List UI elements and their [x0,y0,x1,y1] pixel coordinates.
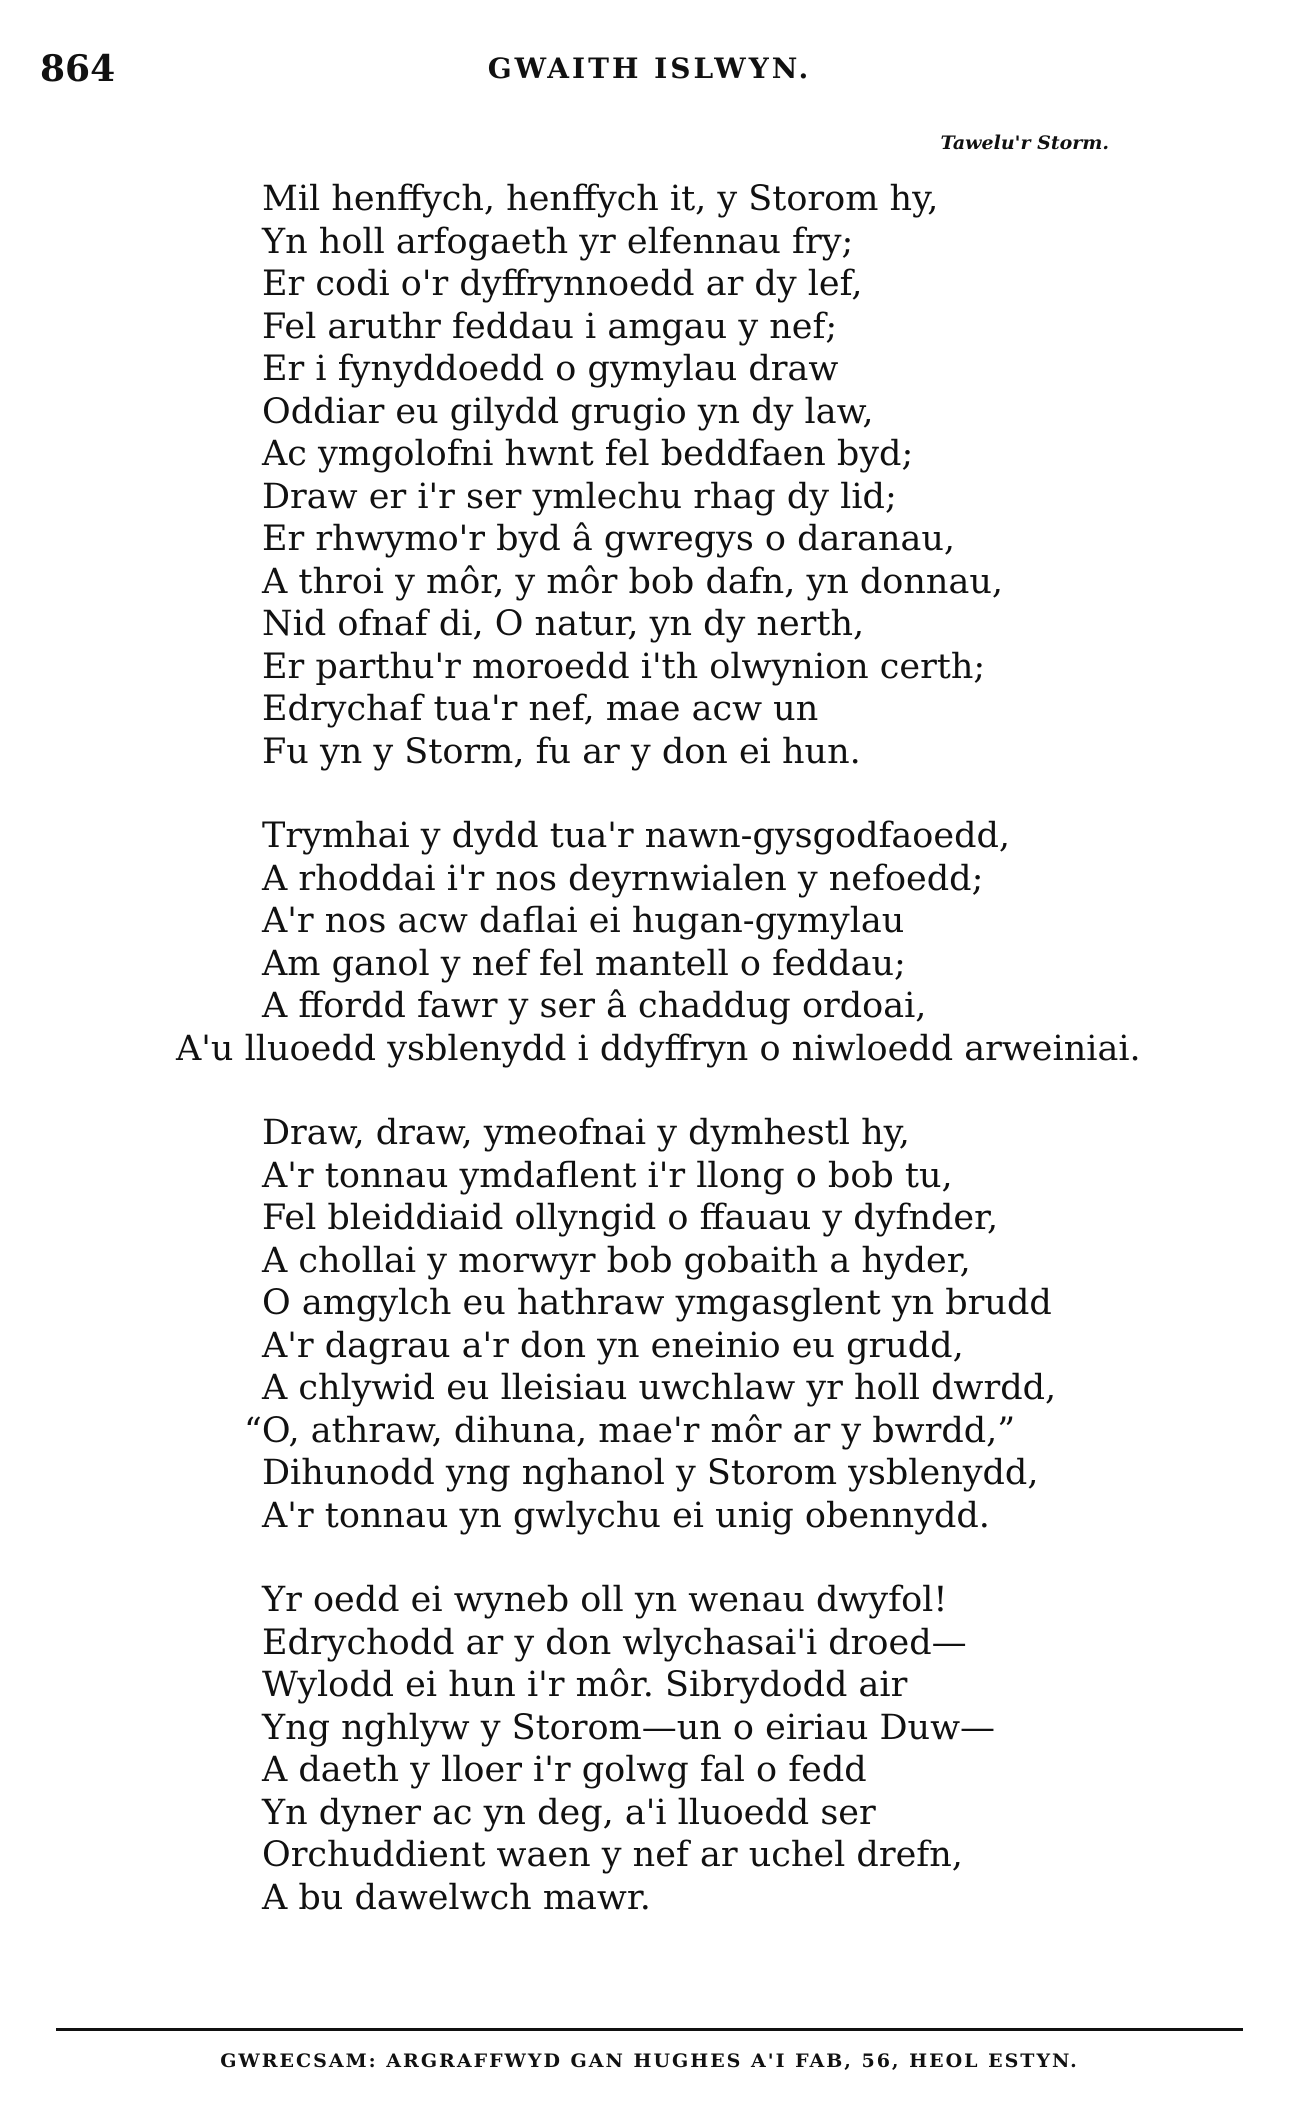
poem-line: Yn dyner ac yn deg, a'i lluoedd ser [262,1792,876,1833]
stanza-4 [0,1579,1299,1919]
footer-rule [56,2028,1243,2031]
poem-line: Orchuddient waen y nef ar uchel drefn, [262,1835,963,1875]
poem-line: A chlywid eu lleisiau uwchlaw yr holl dwrdd, [262,1368,1057,1408]
poem-line: Er rhwymo'r byd â gwregys o daranau, [262,519,956,559]
poem-line: Trymhai y dydd tua'r nawn-gysgodfaoedd, [262,816,1011,856]
page-number: 864 [40,48,116,90]
poem-line: Nid ofnaf di, O natur, yn dy nerth, [262,604,865,644]
poem-line: A'r dagrau a'r don yn eneinio eu grudd, [262,1325,964,1366]
poem-line: Yng nghlyw y Storom—un o eiriau Duw— [262,1707,996,1748]
stanza-3 [0,1112,1299,1537]
poem-line: Draw, draw, ymeofnai y dymhestl hy, [262,1113,910,1153]
poem-line: A bu dawelwch mawr. [262,1877,651,1918]
poem-line: A ffordd fawr y ser â chaddug ordoai, [262,986,927,1026]
poem-line: Edrychodd ar y don wlychasai'i droed— [262,1622,967,1663]
side-note: Tawelu'r Storm. [940,132,1109,154]
poem-line: Er parthu'r moroedd i'th olwynion certh; [262,646,986,687]
poem-line: A'r tonnau ymdaflent i'r llong o bob tu, [262,1155,953,1196]
poem-line: A chollai y morwyr bob gobaith a hyder, [262,1240,971,1281]
poem-line: Fu yn y Storm, fu ar y don ei hun. [262,731,861,772]
poem-line: Draw er i'r ser ymlechu rhag dy lid; [262,476,897,517]
poem-line: A'r tonnau yn gwlychu ei unig obennydd. [262,1495,990,1536]
poem-line: Er codi o'r dyffrynnoedd ar dy lef, [262,264,863,304]
poem-line: O amgylch eu hathraw ymgasglent yn brudd [262,1283,1052,1323]
poem-line: Yn holl arfogaeth yr elfennau fry; [262,221,854,262]
poem-line: Ac ymgolofni hwnt fel beddfaen byd; [262,434,914,474]
poem-line: Oddiar eu gilydd grugio yn dy law, [262,391,874,432]
poem-line: Mil henffych, henffych it, y Storom hy, [262,179,939,219]
poem-line: A'u lluoedd ysblenydd i ddyffryn o niwloedd arweiniai. [176,1028,1141,1069]
poem-line: Fel aruthr feddau i amgau y nef; [262,306,838,347]
poem-line: Edrychaf tua'r nef, mae acw un [262,689,819,729]
poem-line: A throi y môr, y môr bob dafn, yn donnau, [262,561,1003,602]
poem-line: A'r nos acw daflai ei hugan-gymylau [262,901,905,941]
stanza-1 [0,178,1299,773]
poem-line: Dihunodd yng nghanol y Storom ysblenydd, [262,1453,1039,1493]
poem-line: Er i fynyddoedd o gymylau draw [262,349,839,389]
printer-imprint: GWRECSAM: ARGRAFFWYD GAN HUGHES A'I FAB, 56, HEOL ESTYN. [220,2050,1079,2072]
poem-line: Yr oedd ei wyneb oll yn wenau dwyfol! [262,1580,948,1620]
poem-line: Am ganol y nef fel mantell o feddau; [262,943,906,984]
running-title: GWAITH ISLWYN. [487,52,812,85]
poem-line: A daeth y lloer i'r golwg fal o fedd [262,1750,867,1790]
poem-line: Fel bleiddiaid ollyngid o ffauau y dyfnder, [262,1198,999,1238]
poem-body [0,178,1299,1961]
poem-line: A rhoddai i'r nos deyrnwialen y nefoedd; [262,858,984,899]
poem-line: “O, athraw, dihuna, mae'r môr ar y bwrdd,” [244,1410,1016,1451]
stanza-2 [0,815,1299,1070]
poem-line: Wylodd ei hun i'r môr. Sibrydodd air [262,1665,908,1705]
